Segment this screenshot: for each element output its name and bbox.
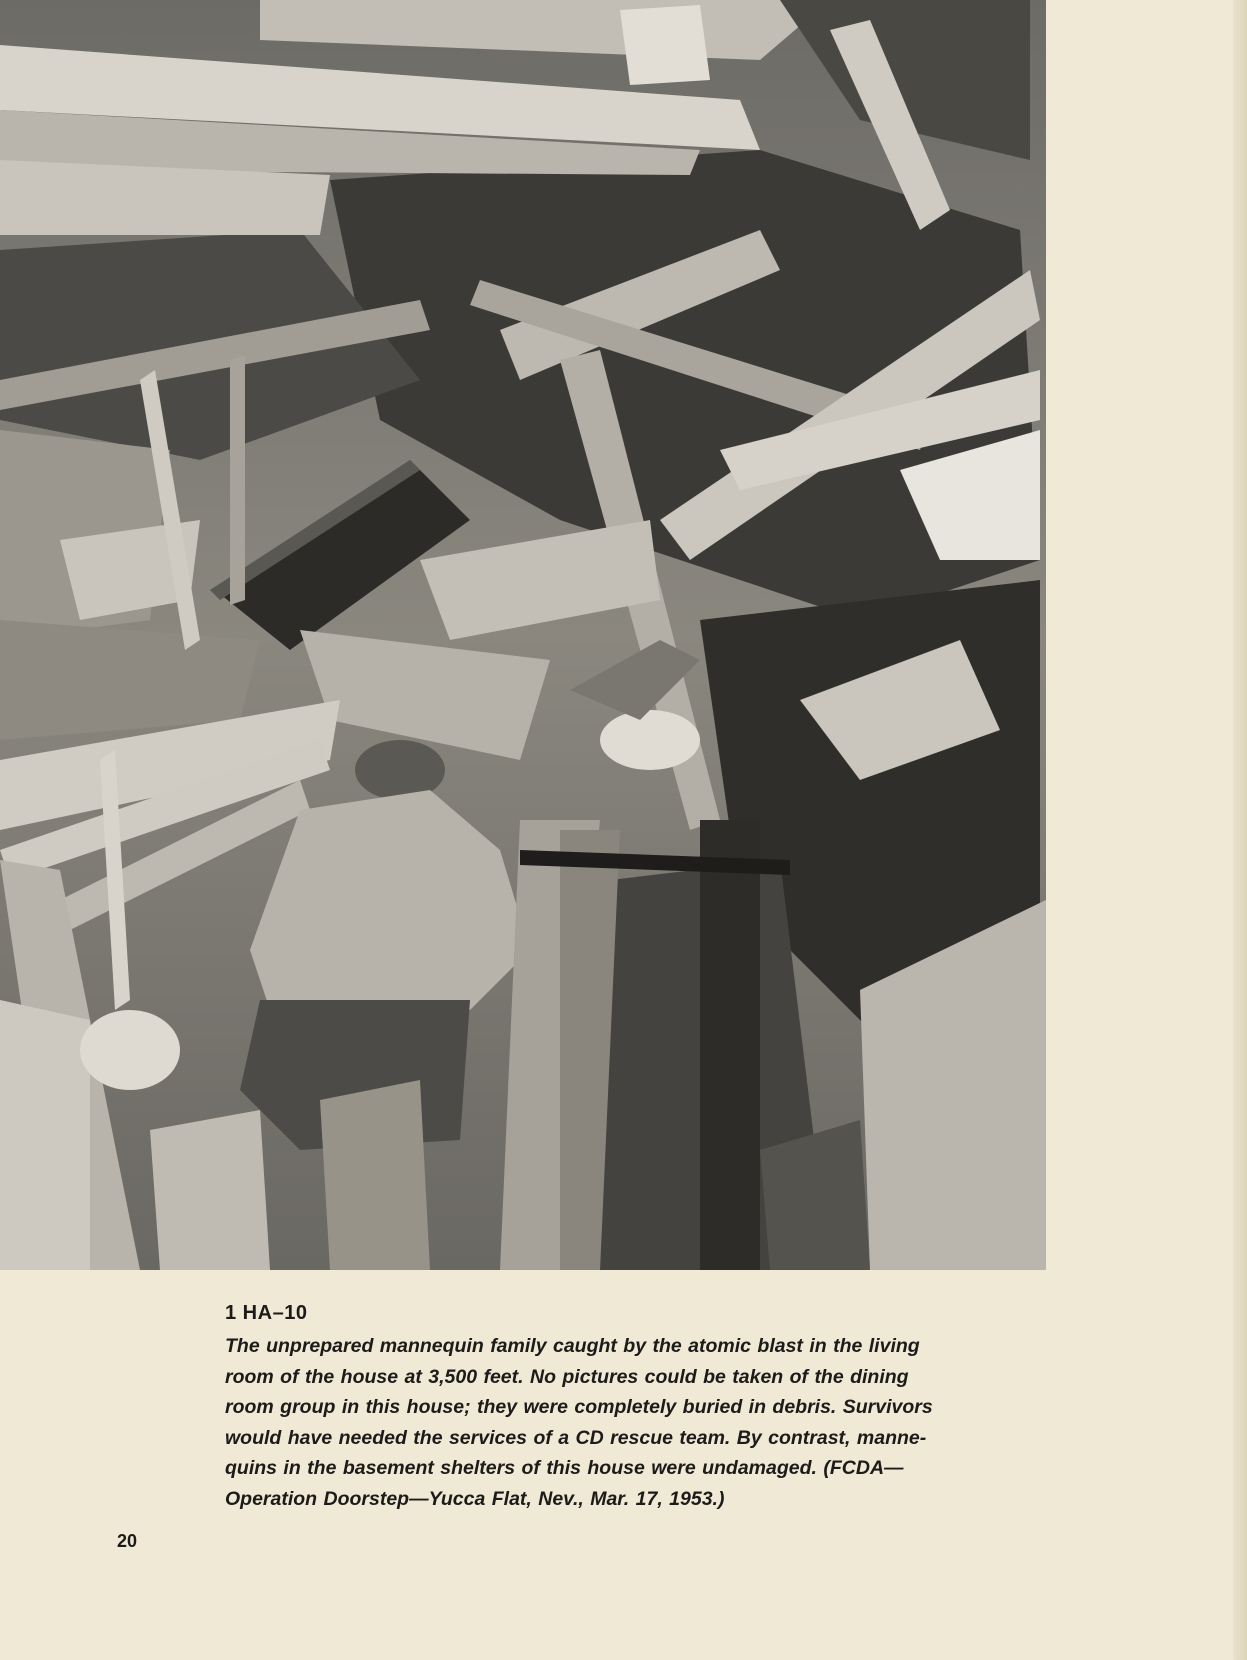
photo-caption [225,1302,1055,1514]
caption-line: Operation Doorstep—Yucca Flat, Nev., Mar. 17, 1953.) [225,1487,725,1510]
caption-line: The unprepared mannequin family caught by the atomic blast in the living [225,1335,920,1357]
caption-line: room group in this house; they were completely buried in debris. Survivors [225,1396,933,1418]
caption-line: would have needed the services of a CD rescue team. By contrast, manne- [225,1426,927,1449]
figure-id: 1 HA–10 [225,1302,308,1324]
caption-text [225,1331,1055,1514]
caption-line: quins in the basement shelters of this house were undamaged. (FCDA— [225,1457,904,1479]
caption-line: room of the house at 3,500 feet. No pictures could be taken of the dining [225,1365,909,1388]
page-number: 20 [117,1531,138,1551]
page-edge [1233,0,1247,1660]
